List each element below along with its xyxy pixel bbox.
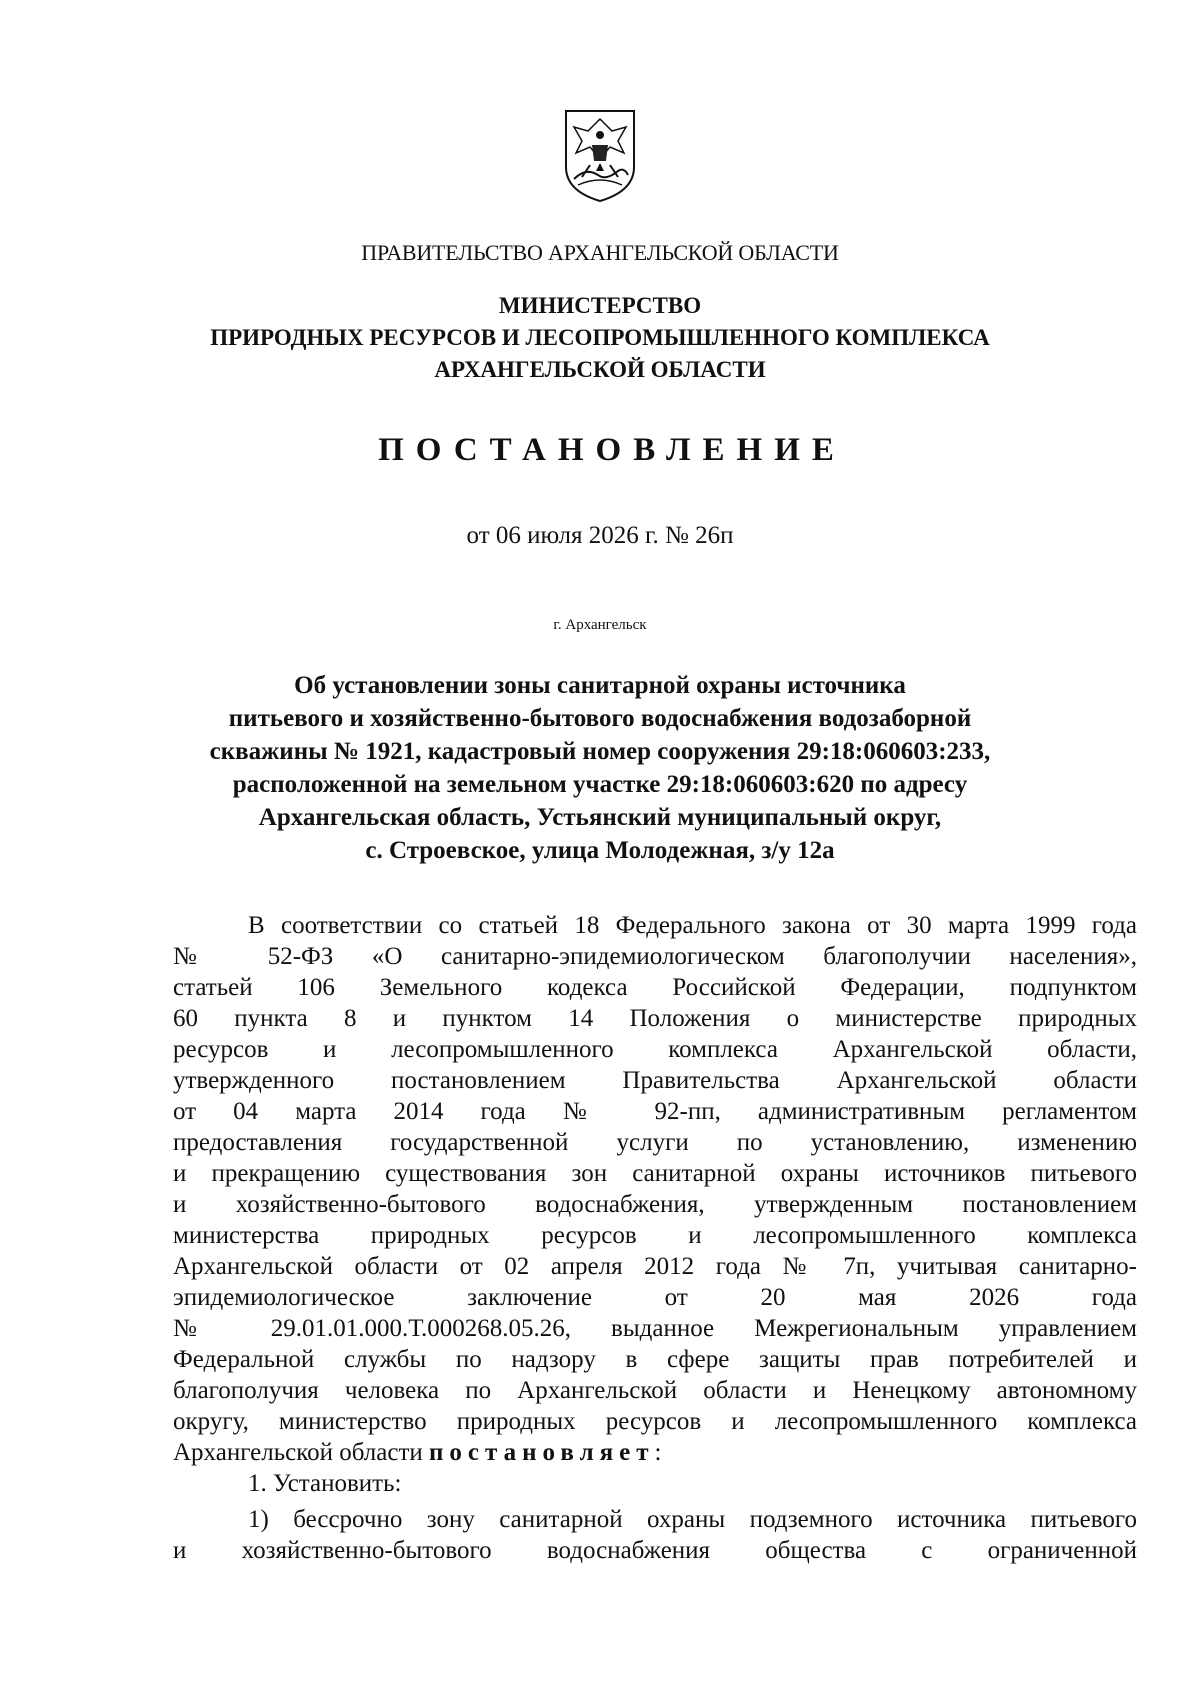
body-paragraph-line: статьей 106 Земельного кодекса Российской Федерации, подпунктом: [173, 974, 1137, 1001]
date-and-number: от 06 июля 2026 г. № 26п: [466, 522, 734, 549]
item-1-heading: 1. Установить:: [248, 1470, 402, 1497]
document-type-heading: ПОСТАНОВЛЕНИЕ: [378, 432, 846, 468]
city-label: г. Архангельск: [553, 617, 647, 633]
coat-of-arms-icon: [560, 105, 640, 205]
title-line-5: Архангельская область, Устьянский муниципальный округ,: [258, 804, 942, 831]
last-line-suffix: :: [654, 1439, 662, 1466]
resolves-keyword: постановляет: [429, 1439, 655, 1466]
body-paragraph-last-line: [173, 1439, 1137, 1467]
title-line-2: питьевого и хозяйственно-бытового водоснабжения водозаборной: [228, 705, 972, 732]
body-paragraph-line: № 29.01.01.000.Т.000268.05.26, выданное Межрегиональным управлением: [173, 1315, 1137, 1342]
body-paragraph-line: округу, министерство природных ресурсов и лесопромышленного комплекса: [173, 1408, 1137, 1435]
title-line-6: с. Строевское, улица Молодежная, з/у 12а: [365, 837, 835, 864]
body-paragraph-line: № 52-ФЗ «О санитарно-эпидемиологическом благополучии населения»,: [173, 943, 1137, 970]
body-paragraph-line: Архангельской области от 02 апреля 2012 года № 7п, учитывая санитарно-: [173, 1253, 1137, 1280]
last-line-prefix: Архангельской области: [173, 1439, 430, 1466]
body-paragraph-line: министерства природных ресурсов и лесопромышленного комплекса: [173, 1222, 1137, 1249]
body-paragraph-line: утвержденного постановлением Правительства Архангельской области: [173, 1067, 1137, 1094]
body-paragraph-line: и прекращению существования зон санитарной охраны источников питьевого: [173, 1160, 1137, 1187]
title-line-3: скважины № 1921, кадастровый номер сооружения 29:18:060603:233,: [209, 738, 991, 765]
body-paragraph-line: предоставления государственной услуги по установлению, изменению: [173, 1129, 1137, 1156]
ministry-heading-line-1: МИНИСТЕРСТВО: [498, 293, 702, 318]
body-paragraph-line: благополучия человека по Архангельской области и Ненецкому автономному: [173, 1377, 1137, 1404]
ministry-heading-line-2: ПРИРОДНЫХ РЕСУРСОВ И ЛЕСОПРОМЫШЛЕННОГО КОМПЛЕКСА: [210, 325, 990, 350]
ministry-heading-line-3: АРХАНГЕЛЬСКОЙ ОБЛАСТИ: [434, 357, 766, 382]
subitem-1-line: и хозяйственно-бытового водоснабжения общества с ограниченной: [173, 1537, 1137, 1564]
body-paragraph-line: эпидемиологическое заключение от 20 мая 2026 года: [173, 1284, 1137, 1311]
body-paragraph-line: и хозяйственно-бытового водоснабжения, утвержденным постановлением: [173, 1191, 1137, 1218]
government-heading: ПРАВИТЕЛЬСТВО АРХАНГЕЛЬСКОЙ ОБЛАСТИ: [361, 240, 839, 265]
coat-of-arms-emblem: [560, 105, 640, 205]
subitem-1-line: 1) бессрочно зону санитарной охраны подземного источника питьевого: [248, 1506, 1137, 1533]
title-line-4: расположенной на земельном участке 29:18:060603:620 по адресу: [232, 771, 968, 798]
body-paragraph-line: Федеральной службы по надзору в сфере защиты прав потребителей и: [173, 1346, 1137, 1373]
title-line-1: Об установлении зоны санитарной охраны источника: [294, 672, 906, 699]
body-paragraph-line: В соответствии со статьей 18 Федерального закона от 30 марта 1999 года: [248, 912, 1137, 939]
body-paragraph-line: 60 пункта 8 и пунктом 14 Положения о министерстве природных: [173, 1005, 1137, 1032]
body-paragraph-line: от 04 марта 2014 года № 92-пп, административным регламентом: [173, 1098, 1137, 1125]
body-paragraph-line: ресурсов и лесопромышленного комплекса Архангельской области,: [173, 1036, 1137, 1063]
